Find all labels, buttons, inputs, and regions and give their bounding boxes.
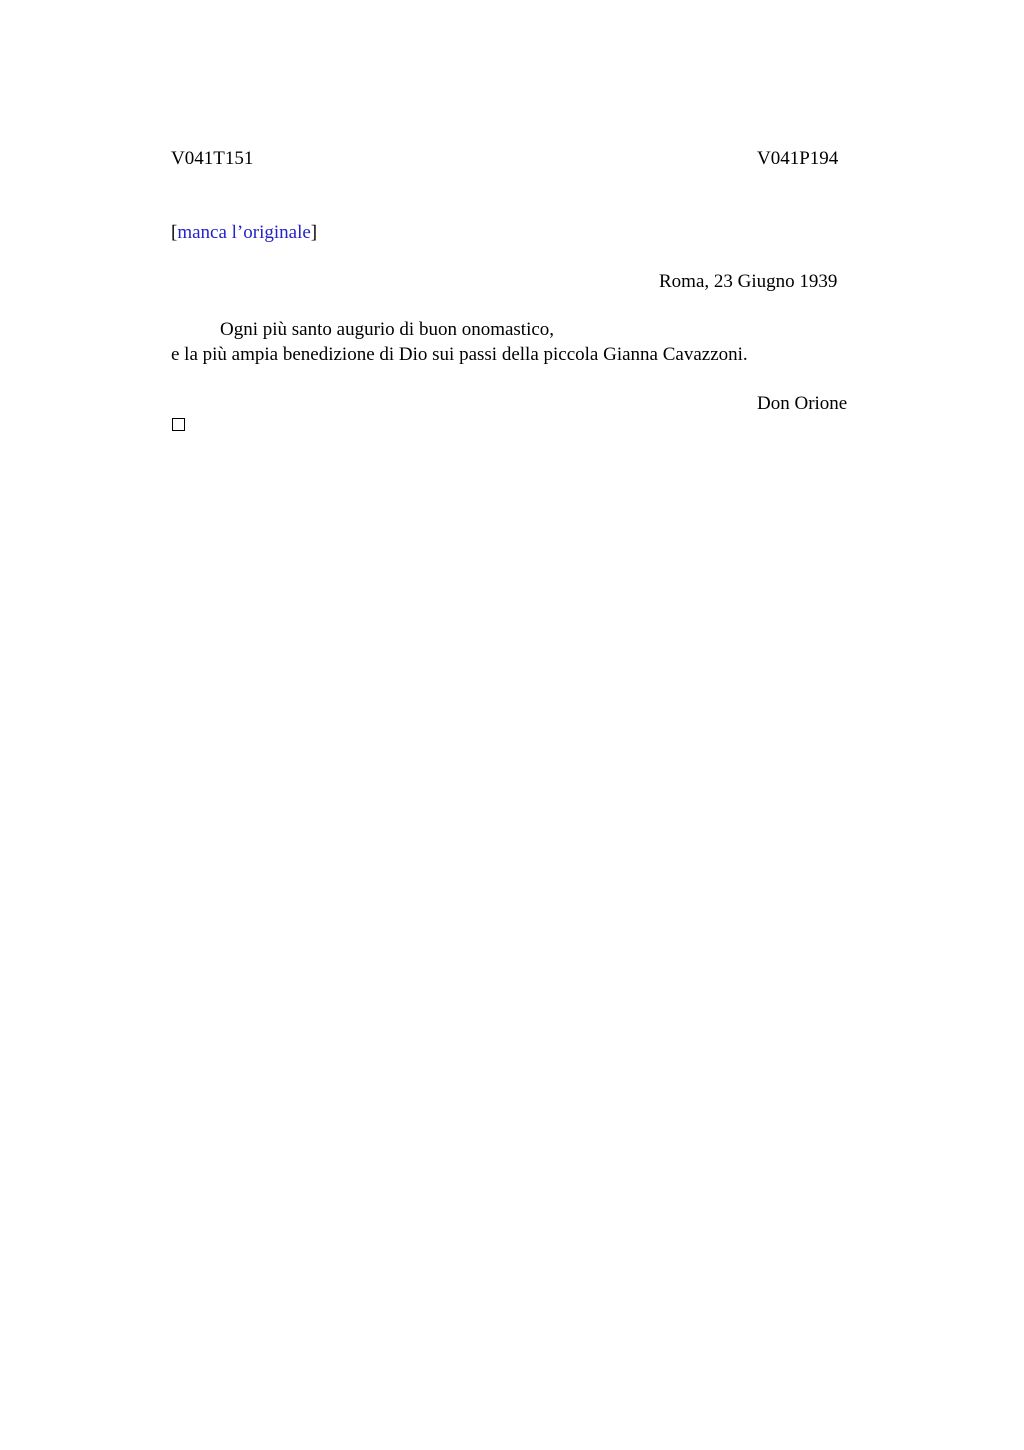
letter-signature: Don Orione bbox=[757, 393, 848, 414]
empty-square-icon bbox=[172, 418, 185, 431]
letter-date: Roma, 23 Giugno 1939 bbox=[659, 271, 838, 292]
note-open-bracket: [ bbox=[171, 222, 178, 243]
letter-body bbox=[171, 318, 871, 367]
note-close-bracket: ] bbox=[310, 222, 318, 243]
missing-original-note bbox=[171, 221, 317, 246]
missing-original-link[interactable]: manca l’originale bbox=[177, 222, 311, 243]
document-code-left: V041T151 bbox=[171, 148, 254, 169]
letter-body-line-1: Ogni più santo augurio di buon onomastico, bbox=[220, 319, 555, 340]
document-code-right: V041P194 bbox=[757, 148, 839, 169]
letter-body-line-2: e la più ampia benedizione di Dio sui passi della piccola Gianna Cavazzoni. bbox=[171, 343, 748, 365]
